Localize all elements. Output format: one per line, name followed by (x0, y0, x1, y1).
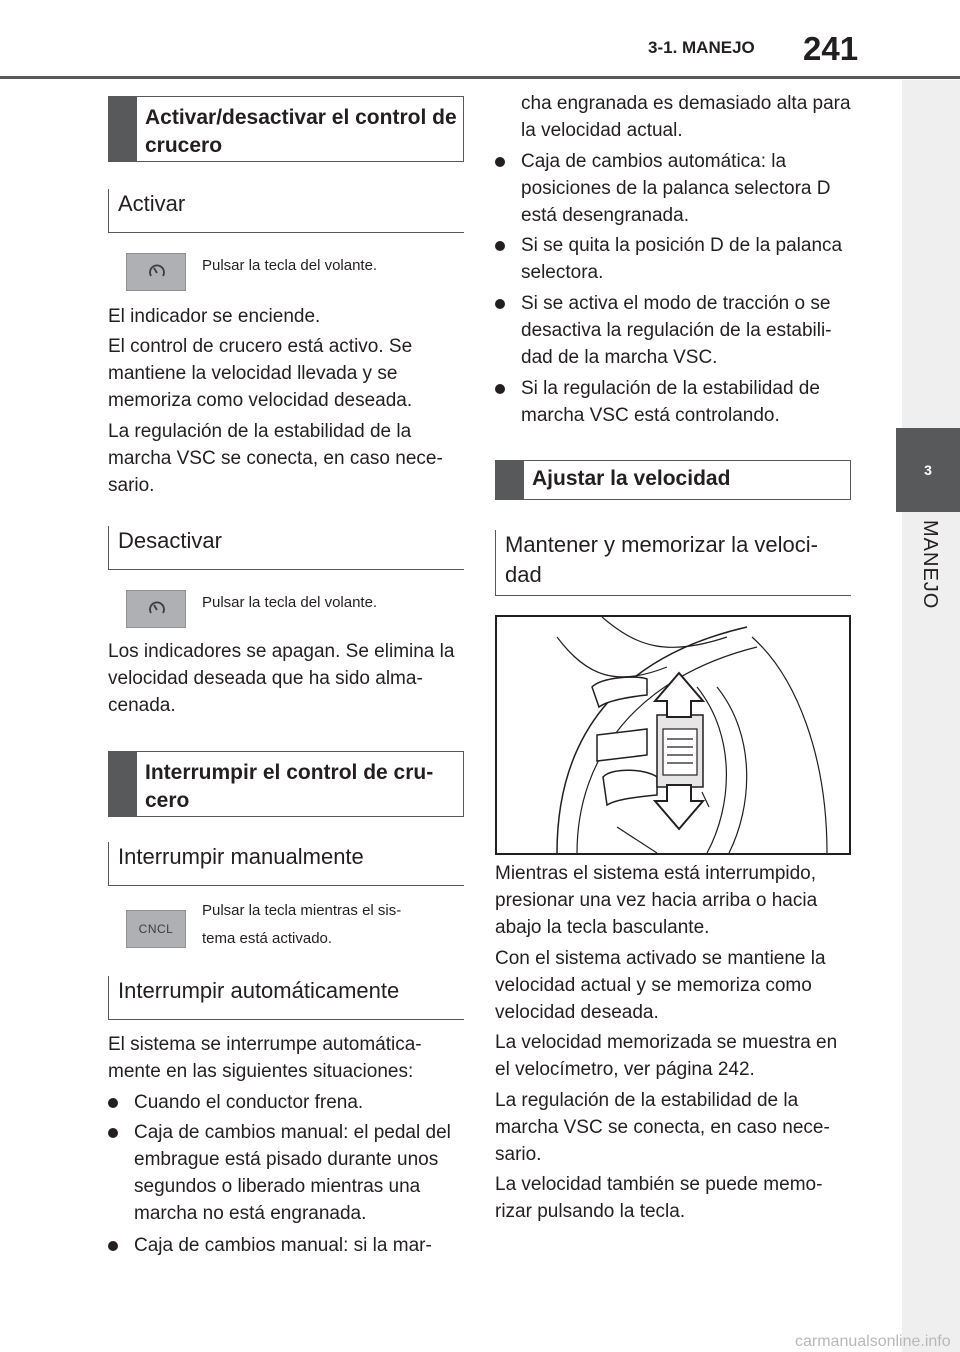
subheading-activar-label: Activar (118, 191, 186, 216)
section-speed (495, 460, 851, 500)
bullet-dot (495, 157, 505, 167)
section-bar (109, 752, 137, 816)
key-row-manual (126, 898, 466, 954)
list-item (495, 375, 855, 429)
section-activate-deactivate (108, 96, 464, 162)
list-item (108, 1089, 468, 1116)
section-interrupt (108, 751, 464, 817)
cruise-control-icon (147, 262, 167, 282)
steering-wheel-illustration (495, 615, 851, 855)
subheading-desactivar-label: Desactivar (118, 528, 222, 553)
watermark: carmanualsonline.info (795, 1333, 951, 1350)
steering-wheel-rocker-icon (497, 617, 849, 853)
paragraph: El control de crucero está activo. Se mantiene la velocidad llevada y se memoriza como velocidad deseada. (108, 336, 413, 411)
cncl-key (126, 910, 186, 948)
list-item (495, 148, 855, 229)
continuation-text: cha engranada es demasiado alta para la velocidad actual. (521, 93, 851, 141)
subheading-auto-label: Interrumpir automáticamente (118, 978, 400, 1003)
key-row-desactivar (126, 590, 466, 630)
section-title-interrupt: Interrumpir el control de cru-cero (145, 761, 434, 812)
subheading-maintain-label: Mantener y memorizar la veloci-dad (505, 532, 818, 587)
key-instruction-activar: Pulsar la tecla del volante. (202, 257, 378, 274)
paragraph: La velocidad memorizada se muestra en el velocímetro, ver página 242. (495, 1032, 838, 1080)
list-item-text: Caja de cambios automática: la posiciones de la palanca selectora D está desengranada. (521, 151, 831, 226)
section-bar (496, 461, 524, 499)
subheading-maintain (495, 530, 851, 596)
list-item (495, 290, 855, 371)
bullet-dot (108, 1098, 118, 1108)
chapter-tab (896, 80, 960, 1352)
chapter-tab-strip (902, 80, 960, 1352)
list-item-text: Si se quita la posición D de la palanca selectora. (521, 235, 843, 283)
key-instruction-manual-1: Pulsar la tecla mientras el sis- (202, 902, 402, 919)
subheading-manual (108, 842, 464, 886)
bullet-dot (495, 384, 505, 394)
paragraph: Los indicadores se apagan. Se elimina la velocidad deseada que ha sido alma-cenada. (108, 641, 455, 716)
paragraph: Mientras el sistema está interrumpido, presionar una vez hacia arriba o hacia abajo la tecla basculante. (495, 863, 818, 938)
cruise-control-key (126, 590, 186, 628)
section-bar (109, 97, 137, 161)
list-item-text: Caja de cambios manual: el pedal del embrague está pisado durante unos segundos o liberado mientras una marcha no está engranada. (134, 1122, 451, 1224)
cruise-control-key (126, 253, 186, 291)
list-item (108, 1232, 468, 1259)
bullet-dot (495, 241, 505, 251)
list-item-text: Si la regulación de la estabilidad de marcha VSC está controlando. (521, 378, 820, 426)
paragraph: El sistema se interrumpe automática-mente en las siguientes situaciones: (108, 1034, 422, 1082)
section-title: 3-1. MANEJO (648, 38, 755, 57)
list-item-text: Si se activa el modo de tracción o se desactiva la regulación de la estabili-dad de la marcha VSC. (521, 293, 832, 368)
subheading-auto (108, 976, 464, 1020)
list-item (495, 232, 855, 286)
paragraph: El indicador se enciende. (108, 306, 321, 327)
section-title-activate: Activar/desactivar el control de crucero (145, 106, 457, 157)
list-item-text: Caja de cambios manual: si la mar- (134, 1235, 432, 1256)
bullet-dot (108, 1128, 118, 1138)
list-item-text: Cuando el conductor frena. (134, 1092, 364, 1113)
paragraph: La velocidad también se puede memo-rizar pulsando la tecla. (495, 1174, 823, 1222)
cruise-control-icon (147, 599, 167, 619)
key-instruction-desactivar: Pulsar la tecla del volante. (202, 594, 378, 611)
chapter-label: MANEJO (919, 520, 941, 610)
subheading-activar (108, 189, 464, 233)
section-title-speed: Ajustar la velocidad (532, 467, 731, 490)
cncl-key-label: CNCL (138, 922, 174, 936)
chapter-number: 3 (896, 428, 960, 512)
page-number: 241 (803, 30, 859, 67)
list-item (108, 1119, 468, 1227)
bullet-dot (495, 299, 505, 309)
paragraph: Con el sistema activado se mantiene la velocidad actual y se memoriza como velocidad deseada. (495, 948, 826, 1023)
paragraph: La regulación de la estabilidad de la marcha VSC se conecta, en caso nece-sario. (108, 421, 443, 496)
subheading-manual-label: Interrumpir manualmente (118, 844, 364, 869)
key-instruction-manual-2: tema está activado. (202, 930, 333, 947)
paragraph: La regulación de la estabilidad de la marcha VSC se conecta, en caso nece-sario. (495, 1090, 830, 1165)
subheading-desactivar (108, 526, 464, 570)
bullet-dot (108, 1241, 118, 1251)
key-row-activar (126, 253, 466, 293)
header-rule (0, 76, 960, 79)
